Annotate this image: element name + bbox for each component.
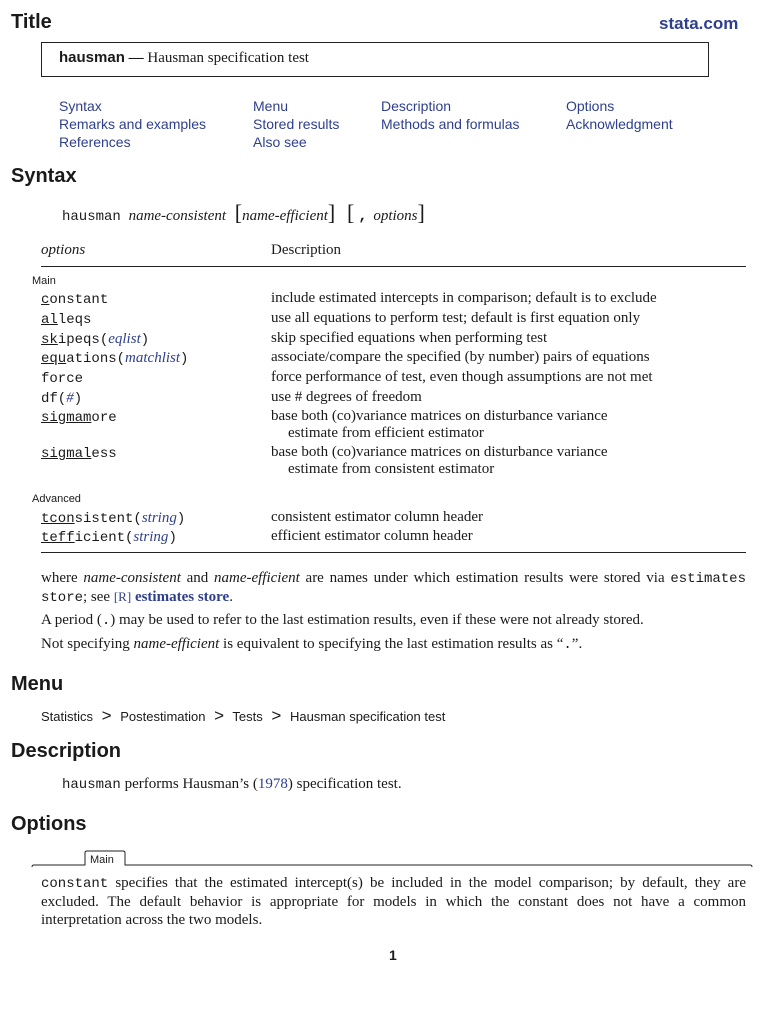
- syntax-arg-consistent: name-consistent: [128, 208, 227, 224]
- menu-path-item: Statistics: [41, 709, 94, 724]
- option-description: use # degrees of freedom: [271, 389, 422, 405]
- group-label-advanced: Advanced: [32, 493, 81, 505]
- title-box: [41, 42, 709, 77]
- nav-description[interactable]: Description: [381, 98, 452, 114]
- note-period: A period (.) may be used to refer to the last estimation results, even if these were not already stored.: [41, 612, 644, 629]
- syntax-comma: ,: [358, 208, 368, 225]
- option-name: sigmamore: [41, 410, 117, 426]
- bracket-close-icon: ]: [327, 200, 336, 225]
- chevron-right-icon: >: [101, 706, 112, 725]
- chevron-right-icon: >: [214, 706, 225, 725]
- option-description: efficient estimator column header: [271, 528, 473, 544]
- nav-menu[interactable]: Menu: [253, 98, 289, 114]
- option-name: alleqs: [41, 312, 92, 328]
- bracket-open-icon: [: [234, 200, 243, 225]
- option-name: skipeqs(eqlist): [41, 331, 150, 348]
- stata-link[interactable]: stata.com: [659, 14, 739, 33]
- option-name: force: [41, 371, 84, 387]
- menu-heading: Menu: [11, 673, 64, 695]
- title-heading: Title: [11, 11, 52, 33]
- nav-acknowledgment[interactable]: Acknowledgment: [566, 116, 673, 132]
- option-description: include estimated intercepts in comparison; default is to exclude: [271, 290, 657, 306]
- option-name: tconsistent(string): [41, 510, 186, 527]
- nav-methods[interactable]: Methods and formulas: [381, 116, 520, 132]
- option-description: use all equations to perform test; default is first equation only: [271, 310, 641, 326]
- option-name: df(#): [41, 390, 83, 407]
- title-command: hausman: [59, 49, 125, 66]
- option-name: tefficient(string): [41, 529, 177, 546]
- nav-options[interactable]: Options: [566, 98, 615, 114]
- option-name: constant: [41, 292, 109, 308]
- option-description-cont: estimate from efficient estimator: [288, 425, 484, 441]
- bracket-close-icon: ]: [417, 200, 425, 225]
- option-description: associate/compare the specified (by number) pairs of equations: [271, 349, 650, 365]
- table-bottom-rule: [41, 552, 746, 553]
- option-name: sigmaless: [41, 446, 117, 462]
- main-tab-label: Main: [90, 854, 114, 866]
- option-description: base both (co)variance matrices on disturbance variance: [271, 408, 608, 424]
- syntax-heading: Syntax: [11, 165, 77, 187]
- option-description: base both (co)variance matrices on disturbance variance: [271, 444, 608, 460]
- options-heading: Options: [11, 813, 87, 835]
- title-box-text: [59, 49, 309, 67]
- syntax-command: hausman: [62, 209, 121, 225]
- syntax-line: [62, 200, 425, 226]
- note-not-specifying: Not specifying name-efficient is equivalent to specifying the last estimation results as “.”.: [41, 636, 583, 653]
- option-name: equations(matchlist): [41, 350, 189, 367]
- option-constant-text: constant specifies that the estimated intercept(s) be included in the model comparison; by default, they are excluded. The default behavior is appropriate for models in which the constant does not have a common interpretation across the two models.: [41, 875, 746, 928]
- title-description: Hausman specification test: [147, 50, 309, 66]
- citation-1978-link[interactable]: 1978: [257, 776, 288, 792]
- bracket-open-icon: [: [347, 200, 355, 225]
- table-top-rule: [41, 266, 746, 267]
- chevron-right-icon: >: [271, 706, 282, 725]
- syntax-arg-efficient: name-efficient: [242, 208, 328, 224]
- table-header-description: Description: [271, 242, 341, 258]
- note-names: where name-consistent and name-efficient are names under which estimation results were stored via estimates store; see [R] estimates store.: [41, 570, 746, 606]
- nav-syntax[interactable]: Syntax: [59, 98, 102, 114]
- nav-references[interactable]: References: [59, 134, 131, 150]
- group-label-main: Main: [32, 275, 56, 287]
- option-description: skip specified equations when performing test: [271, 330, 548, 346]
- nav-remarks[interactable]: Remarks and examples: [59, 116, 207, 132]
- option-description: consistent estimator column header: [271, 509, 484, 525]
- menu-path-item: Postestimation: [120, 709, 206, 724]
- description-text: hausman performs Hausman’s (1978) specification test.: [62, 776, 402, 793]
- option-description: force performance of test, even though assumptions are not met: [271, 369, 653, 385]
- main-tab-rule: [30, 848, 756, 870]
- nav-stored-results[interactable]: Stored results: [253, 116, 340, 132]
- menu-path: [41, 706, 445, 726]
- table-header-options: options: [41, 242, 86, 258]
- menu-path-item: Hausman specification test: [289, 709, 446, 724]
- option-description-cont: estimate from consistent estimator: [288, 461, 495, 477]
- title-dash: —: [128, 50, 144, 66]
- syntax-arg-options: options: [373, 208, 418, 224]
- menu-path-item: Tests: [232, 709, 263, 724]
- description-heading: Description: [11, 740, 122, 762]
- nav-also-see[interactable]: Also see: [253, 134, 307, 150]
- estimates-store-link[interactable]: [R] estimates store: [113, 589, 230, 605]
- page-number: 1: [389, 947, 397, 963]
